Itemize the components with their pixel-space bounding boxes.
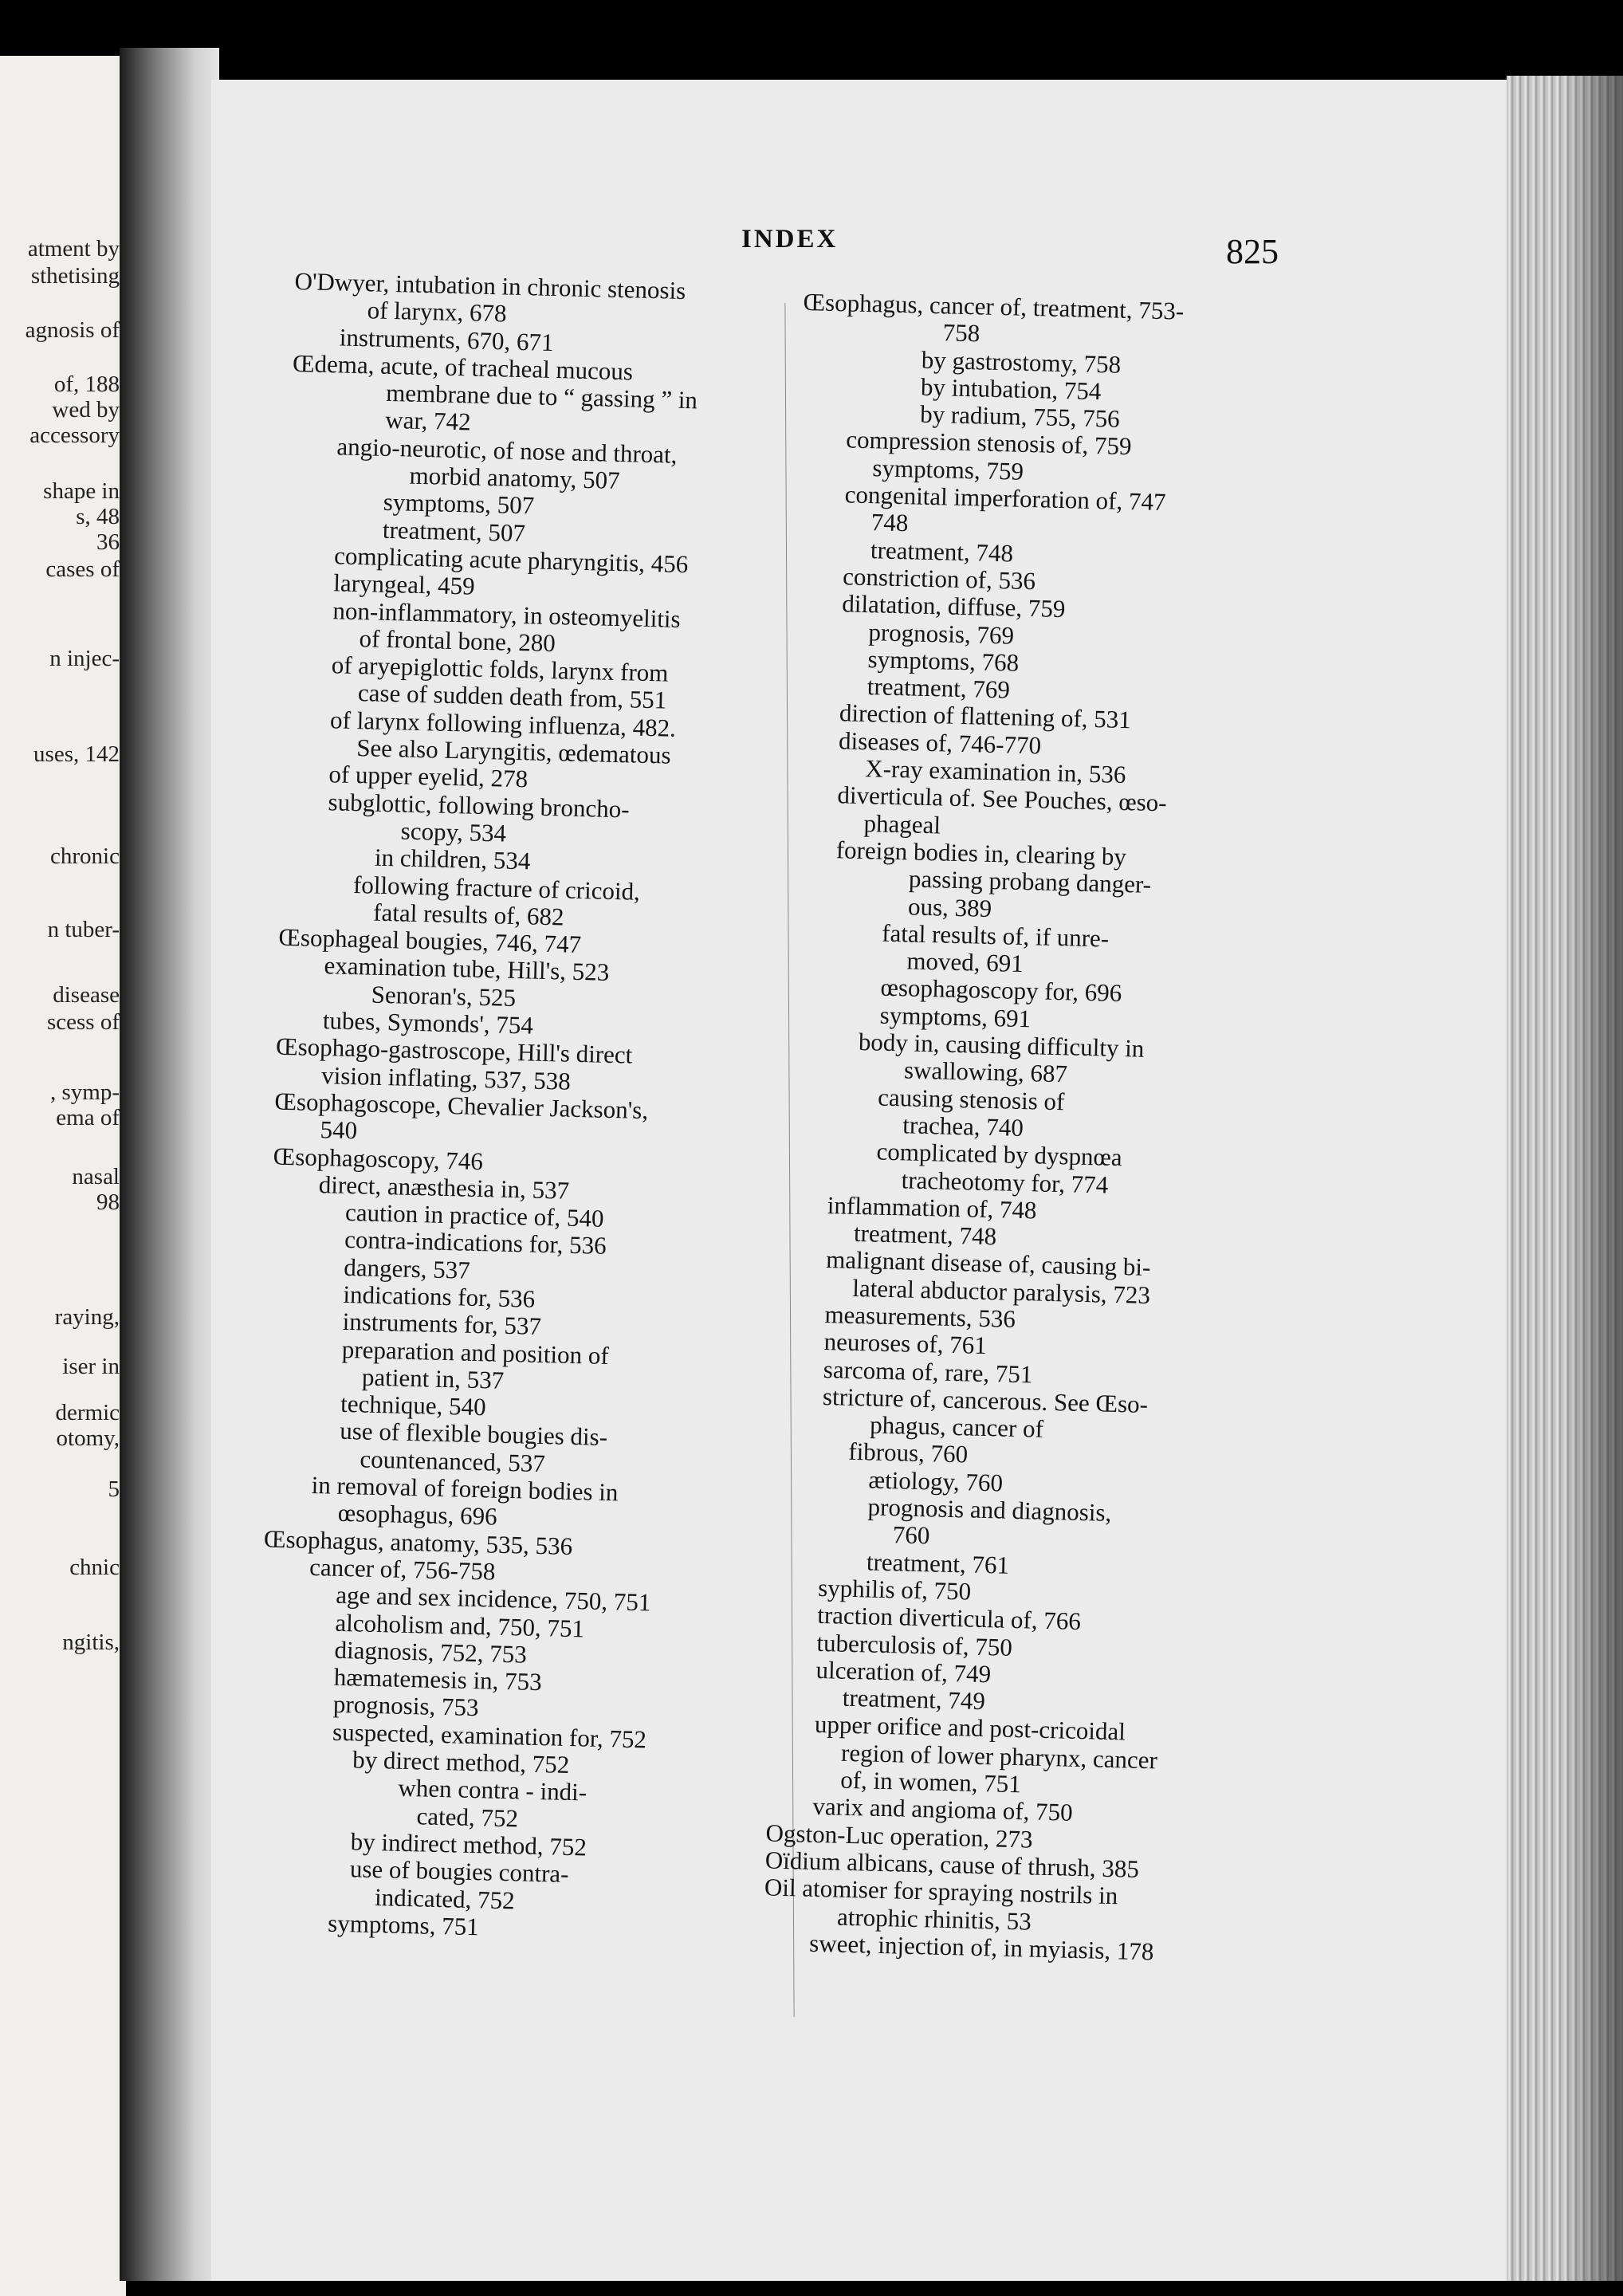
index-entry: case of sudden death from, 551 <box>357 678 667 715</box>
index-entry: tubes, Symonds', 754 <box>322 1006 534 1040</box>
index-entry: scopy, 534 <box>400 816 507 847</box>
index-entry: following fracture of cricoid, <box>352 870 641 906</box>
index-entry: indicated, 752 <box>374 1882 516 1914</box>
facing-page-fragment: s, 48 <box>76 504 120 529</box>
index-entry: X-ray examination in, 536 <box>864 754 1126 789</box>
index-entry: fibrous, 760 <box>847 1437 969 1468</box>
index-entry: Ogston-Luc operation, 273 <box>765 1818 1033 1854</box>
index-entry: of frontal bone, 280 <box>359 623 556 657</box>
index-entry: use of bougies contra- <box>349 1854 569 1889</box>
index-entry: treatment, 761 <box>866 1547 1010 1579</box>
index-entry: lateral abductor paralysis, 723 <box>851 1273 1151 1309</box>
index-entry: upper orifice and post-cricoidal <box>814 1710 1126 1746</box>
index-entry: stricture of, cancerous. See Œso- <box>822 1382 1149 1418</box>
index-entry: use of flexible bougies dis- <box>339 1417 608 1452</box>
index-entry: Œsophagus, anatomy, 535, 536 <box>263 1524 573 1560</box>
index-entry: of aryepiglottic folds, larynx from <box>331 651 669 687</box>
index-entry: of larynx, 678 <box>367 296 507 328</box>
facing-page-fragment: 5 <box>108 1476 120 1502</box>
index-entry: atrophic rhinitis, 53 <box>836 1902 1032 1936</box>
index-entry: dangers, 537 <box>343 1252 471 1284</box>
index-entry: instruments for, 537 <box>342 1307 542 1341</box>
index-entry: membrane due to “ gassing ” in <box>385 379 698 415</box>
index-entry: region of lower pharynx, cancer <box>840 1738 1158 1775</box>
facing-page-fragment: of, 188 <box>53 372 120 397</box>
index-entry: direction of flattening of, 531 <box>839 698 1132 734</box>
index-entry: ætiology, 760 <box>868 1465 1004 1497</box>
index-entry: 540 <box>320 1115 358 1145</box>
index-entry: phagus, cancer of <box>869 1410 1044 1443</box>
facing-page-fragment: scess of <box>46 1009 120 1035</box>
index-entry: prognosis and diagnosis, <box>867 1492 1112 1527</box>
index-entry: 748 <box>870 508 909 537</box>
index-entry: Œsophagus, cancer of, treatment, 753- <box>803 288 1185 325</box>
facing-page-fragment: chronic <box>50 843 120 869</box>
facing-page-fragment: 36 <box>96 529 120 555</box>
index-entry: œsophagoscopy for, 696 <box>880 973 1122 1008</box>
index-entry: indications for, 536 <box>343 1280 536 1313</box>
index-entry: fatal results of, 682 <box>372 898 564 931</box>
index-entry: by gastrostomy, 758 <box>921 345 1122 379</box>
index-entry: inflammation of, 748 <box>827 1190 1037 1225</box>
index-entry: symptoms, 751 <box>327 1909 480 1941</box>
index-entry: Œsophagoscope, Chevalier Jackson's, <box>274 1087 649 1125</box>
index-entry: traction diverticula of, 766 <box>816 1601 1082 1636</box>
index-entry: neuroses of, 761 <box>823 1327 988 1360</box>
index-entry: See also Laryngitis, œdematous <box>356 733 671 769</box>
index-entry: caution in practice of, 540 <box>344 1197 604 1233</box>
index-entry: examination tube, Hill's, 523 <box>324 951 610 987</box>
facing-page-fragment: sthetising <box>30 263 120 289</box>
index-entry: of upper eyelid, 278 <box>328 760 529 793</box>
index-entry: war, 742 <box>384 406 472 436</box>
index-entry: angio-neurotic, of nose and throat, <box>336 432 678 469</box>
facing-page-fragment: ngitis, <box>62 1630 120 1655</box>
index-entry: direct, anæsthesia in, 537 <box>318 1170 570 1205</box>
facing-page <box>0 56 126 2296</box>
index-entry: diseases of, 746-770 <box>838 726 1042 760</box>
index-entry: symptoms, 507 <box>383 488 535 520</box>
index-entry: subglottic, following broncho- <box>328 787 630 824</box>
index-entry: by intubation, 754 <box>920 372 1102 406</box>
facing-page-fragment: nasal <box>72 1164 120 1189</box>
index-entry: morbid anatomy, 507 <box>409 461 621 495</box>
index-entry: causing stenosis of <box>877 1083 1065 1115</box>
facing-page-fragment: wed by <box>52 397 120 423</box>
index-entry: laryngeal, 459 <box>332 568 476 600</box>
index-entry: phageal <box>863 808 941 839</box>
index-entry: preparation and position of <box>341 1335 610 1370</box>
index-entry: tuberculosis of, 750 <box>816 1628 1013 1661</box>
index-entry: fatal results of, if unre- <box>881 918 1110 953</box>
index-entry: syphilis of, 750 <box>817 1573 972 1606</box>
index-column-right <box>763 289 1314 1968</box>
index-entry: tracheotomy for, 774 <box>901 1165 1109 1199</box>
index-entry: treatment, 749 <box>842 1683 986 1716</box>
index-entry: symptoms, 759 <box>872 453 1024 486</box>
index-entry: cated, 752 <box>416 1801 519 1833</box>
index-entry: in children, 534 <box>374 843 531 875</box>
facing-page-fragment: uses, 142 <box>33 741 120 767</box>
facing-page-fragment: dermic <box>55 1400 120 1425</box>
index-entry: diagnosis, 752, 753 <box>334 1635 528 1669</box>
index-entry: constriction of, 536 <box>842 562 1036 596</box>
index-entry: measurements, 536 <box>824 1300 1016 1333</box>
index-entry: Œsophago-gastroscope, Hill's direct <box>275 1032 633 1069</box>
index-entry: 760 <box>892 1520 930 1550</box>
index-entry: complicated by dyspnœa <box>876 1137 1123 1172</box>
book-gutter <box>120 48 219 2281</box>
index-entry: congenital imperforation of, 747 <box>844 480 1166 517</box>
index-entry: symptoms, 691 <box>879 1001 1032 1032</box>
index-entry: treatment, 748 <box>853 1218 997 1251</box>
index-entry: of larynx following influenza, 482. <box>329 706 677 742</box>
index-entry: Oïdium albicans, cause of thrush, 385 <box>764 1846 1140 1883</box>
facing-page-fragment: n tuber- <box>47 917 120 942</box>
facing-page-fragment: ema of <box>56 1105 120 1130</box>
index-entry: treatment, 507 <box>382 515 526 547</box>
index-entry: symptoms, 768 <box>867 644 1020 677</box>
index-entry: passing probang danger- <box>908 864 1152 899</box>
index-entry: swallowing, 687 <box>903 1056 1068 1088</box>
facing-page-fragment: 98 <box>96 1189 120 1215</box>
index-entry: foreign bodies in, clearing by <box>835 835 1127 871</box>
facing-page-fragment: cases of <box>45 556 120 582</box>
facing-page-fragment: n injec- <box>49 646 120 671</box>
index-entry: Œdema, acute, of tracheal mucous <box>292 348 634 386</box>
index-entry: œsophagus, 696 <box>337 1499 498 1531</box>
index-entry: in removal of foreign bodies in <box>311 1471 619 1507</box>
index-entry: body in, causing difficulty in <box>858 1027 1145 1063</box>
facing-page-fragment: accessory <box>29 423 120 448</box>
index-entry: technique, 540 <box>340 1390 487 1421</box>
facing-page-fragment: chnic <box>69 1555 120 1580</box>
index-entry: Œsophageal bougies, 746, 747 <box>278 922 582 959</box>
index-entry: Oil atomiser for spraying nostrils in <box>764 1873 1118 1910</box>
index-entry: treatment, 769 <box>867 672 1011 704</box>
index-entry: moved, 691 <box>906 946 1024 978</box>
index-entry: ulceration of, 749 <box>815 1655 992 1689</box>
index-entry: contra-indications for, 536 <box>344 1225 607 1260</box>
page-number: 825 <box>1226 232 1279 271</box>
index-entry: dilatation, diffuse, 759 <box>841 589 1066 623</box>
index-entry: by direct method, 752 <box>352 1745 570 1779</box>
index-entry: alcoholism and, 750, 751 <box>335 1608 585 1642</box>
index-entry: malignant disease of, causing bi- <box>825 1245 1151 1282</box>
index-entry: complicating acute pharyngitis, 456 <box>333 541 689 579</box>
facing-page-fragment: shape in <box>43 478 120 504</box>
index-entry: sweet, injection of, in myiasis, 178 <box>808 1928 1154 1966</box>
index-entry: diverticula of. See Pouches, œso- <box>837 780 1168 817</box>
index-entry: 758 <box>942 318 980 348</box>
index-entry: O'Dwyer, intubation in chronic stenosis <box>294 267 686 305</box>
index-entry: Œsophagoscopy, 746 <box>273 1142 484 1175</box>
index-entry: suspected, examination for, 752 <box>332 1717 647 1754</box>
index-entry: patient in, 537 <box>361 1362 505 1394</box>
index-entry: by indirect method, 752 <box>350 1827 588 1862</box>
facing-page-fragment: , symp- <box>50 1079 120 1105</box>
index-entry: instruments, 670, 671 <box>339 322 554 356</box>
facing-page-fragment: raying, <box>54 1304 120 1330</box>
index-entry: sarcoma of, rare, 751 <box>823 1354 1033 1388</box>
index-entry: Senoran's, 525 <box>371 980 517 1012</box>
index-entry: by radium, 755, 756 <box>919 399 1121 433</box>
index-entry: treatment, 748 <box>870 535 1014 568</box>
index-entry: countenanced, 537 <box>360 1445 546 1477</box>
facing-page-fragment: agnosis of <box>25 317 120 343</box>
facing-page-fragment: atment by <box>27 236 120 261</box>
index-entry: ous, 389 <box>907 891 992 922</box>
page-edge-shadow <box>1562 76 1623 2281</box>
index-entry: cancer of, 756-758 <box>308 1552 496 1586</box>
index-entry: when contra - indi- <box>398 1774 588 1807</box>
index-entry: non-inflammatory, in osteomyelitis <box>332 596 682 633</box>
facing-page-fragment: iser in <box>62 1354 120 1379</box>
facing-page-fragment: otomy, <box>56 1425 120 1451</box>
index-entry: vision inflating, 537, 538 <box>320 1060 572 1095</box>
running-title: INDEX <box>741 225 839 254</box>
index-entry: of, in women, 751 <box>839 1765 1022 1799</box>
index-column-left <box>254 268 805 1948</box>
index-entry: age and sex incidence, 750, 751 <box>335 1581 651 1617</box>
index-entry: hæmatemesis in, 753 <box>333 1662 543 1696</box>
index-entry: trachea, 740 <box>902 1111 1024 1142</box>
index-entry: prognosis, 769 <box>868 617 1015 650</box>
index-entry: varix and angioma of, 750 <box>812 1792 1074 1827</box>
index-entry: prognosis, 753 <box>332 1690 479 1722</box>
facing-page-fragment: disease <box>53 982 120 1008</box>
index-entry: compression stenosis of, 759 <box>845 425 1132 461</box>
